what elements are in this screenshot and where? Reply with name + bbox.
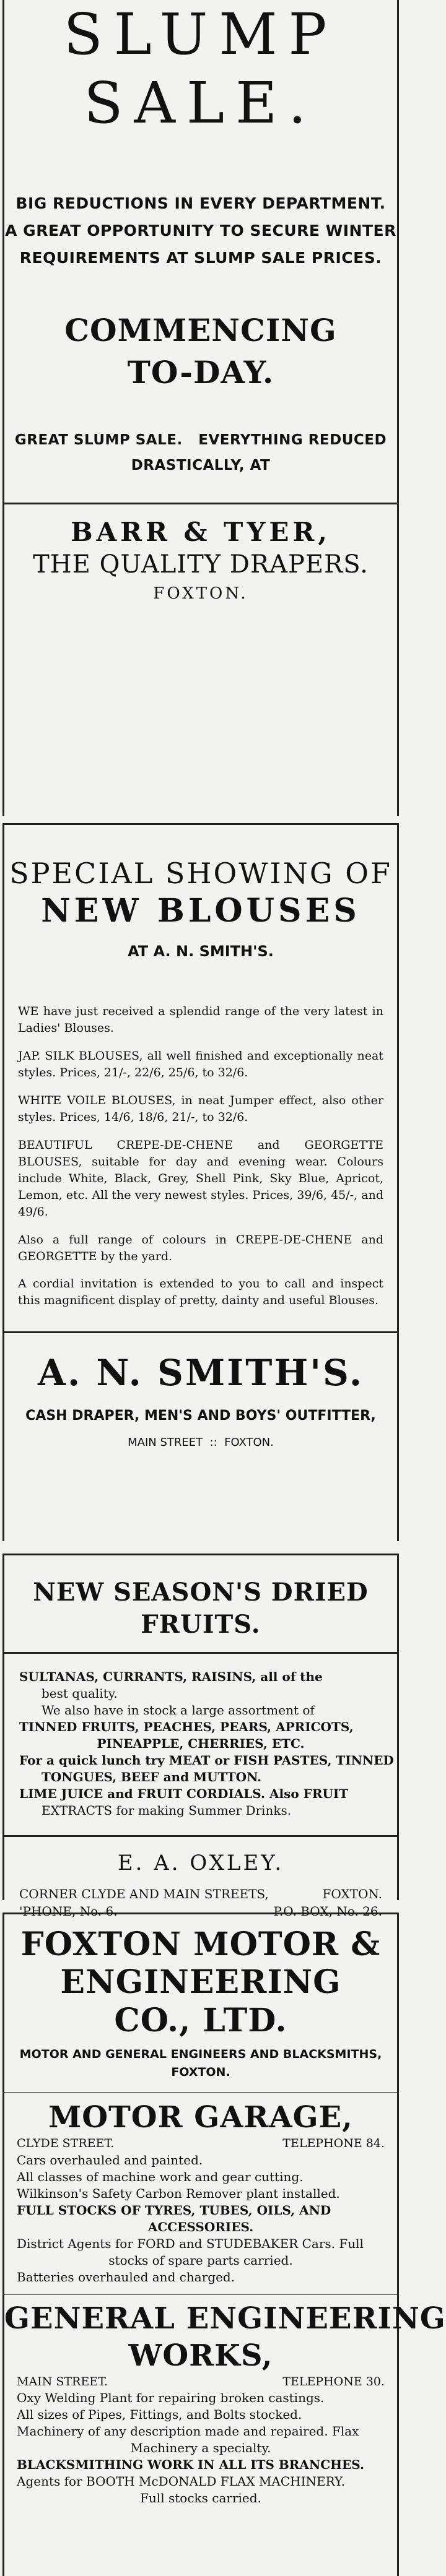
firm-tagline: THE QUALITY DRAPERS.	[33, 550, 369, 579]
works-heading-line-2: WORKS,	[128, 2338, 273, 2373]
divider	[4, 1331, 397, 1333]
paragraph: A cordial invitation is extended to you to call and inspect this magnificent display of pretty, dainty and useful Blouses.	[18, 1277, 383, 1308]
slump-sale-title	[4, 0, 397, 136]
new-blouses-advertisement	[2, 823, 399, 1541]
divider	[4, 2294, 397, 2295]
service-line: stocks of spare parts carried.	[108, 2252, 293, 2268]
po-box: P.O. BOX, No. 26.	[273, 1904, 382, 1919]
list-line: best quality.	[42, 1686, 118, 1701]
dried-fruits-list	[4, 1669, 397, 1819]
garage-heading: MOTOR GARAGE,	[48, 2100, 353, 2135]
service-line: Batteries overhauled and charged.	[17, 2269, 235, 2284]
commencing-heading	[4, 309, 397, 393]
intro-line: BIG REDUCTIONS IN EVERY DEPARTMENT.	[15, 194, 386, 213]
smith-signature	[4, 1352, 397, 1448]
firm-name: A. N. SMITH'S.	[37, 1352, 364, 1394]
trade-line: MOTOR AND GENERAL ENGINEERS AND BLACKSMITHS,	[19, 2047, 382, 2062]
slump-sale-slogan	[4, 428, 397, 478]
dried-fruits-advertisement	[2, 1554, 399, 1919]
divider	[4, 1835, 397, 1837]
blouses-description	[4, 1003, 397, 1310]
divider	[4, 503, 397, 504]
heading-line-3: CO., LTD.	[114, 2001, 287, 2039]
works-heading	[4, 2300, 446, 2374]
barr-tyer-signature	[4, 516, 397, 603]
service-line: Agents for BOOTH McDONALD FLAX MACHINERY.	[17, 2474, 345, 2489]
list-line: For a quick lunch try MEAT or FISH PASTES, TINNED	[19, 1753, 394, 1768]
trade-line: FOXTON.	[171, 2065, 230, 2079]
service-line: Full stocks carried.	[140, 2491, 261, 2506]
works-phone: TELEPHONE 30.	[282, 2374, 385, 2388]
address-town: FOXTON.	[322, 1887, 382, 1901]
heading-line-2: NEW BLOUSES	[41, 891, 361, 930]
list-line: We also have in stock a large assortment of	[42, 1703, 315, 1718]
service-line: Oxy Welding Plant for repairing broken castings.	[17, 2390, 325, 2406]
title-line-1: SLUMP	[63, 1, 338, 67]
service-line: Cars overhauled and painted.	[17, 2152, 203, 2168]
slump-sale-intro	[4, 190, 397, 271]
foxton-motor-heading	[4, 1914, 397, 2039]
service-line: FULL STOCKS OF TYRES, TUBES, OILS, AND	[17, 2202, 331, 2218]
garage-phone: TELEPHONE 84.	[282, 2137, 385, 2151]
heading-line-2: ENGINEERING	[60, 1963, 341, 2002]
foxton-motor-advertisement	[2, 1913, 446, 2576]
list-line: SULTANAS, CURRANTS, RAISINS, all of the	[19, 1669, 323, 1684]
firm-trade: CASH DRAPER, MEN'S AND BOYS' OUTFITTER,	[25, 1408, 376, 1424]
list-line: TINNED FRUITS, PEACHES, PEARS, APRICOTS,	[19, 1719, 354, 1734]
list-line: LIME JUICE and FRUIT CORDIALS. Also FRUIT	[19, 1786, 349, 1801]
address-street: CORNER CLYDE AND MAIN STREETS,	[19, 1887, 269, 1901]
garage-street: CLYDE STREET.	[17, 2137, 115, 2151]
firm-town: FOXTON.	[153, 584, 248, 603]
dried-fruits-heading: NEW SEASON'S DRIED FRUITS.	[33, 1578, 369, 1639]
paragraph: WE have just received a splendid range of the very latest in Ladies' Blouses.	[18, 1004, 383, 1035]
works-details	[4, 2374, 397, 2507]
slogan-line: DRASTICALLY, AT	[131, 457, 271, 473]
slump-sale-advertisement	[2, 0, 399, 816]
firm-name: E. A. OXLEY.	[117, 1851, 284, 1875]
firm-address: MAIN STREET :: FOXTON.	[128, 1435, 274, 1449]
works-heading-line-1: GENERAL ENGINEERING	[4, 2301, 446, 2336]
paragraph: Also a full range of colours in CREPE-DE-CHENE and GEORGETTE by the yard.	[18, 1232, 383, 1263]
paragraph: JAP. SILK BLOUSES, all well finished and exceptionally neat styles. Prices, 21/-, 22/6, 25/6, to 32/6.	[18, 1048, 383, 1079]
divider	[4, 1652, 397, 1654]
service-line: Machinery of any description made and repaired. Flax	[17, 2424, 359, 2439]
intro-line: A GREAT OPPORTUNITY TO SECURE WINTER	[5, 221, 396, 240]
service-line: All sizes of Pipes, Fittings, and Bolts stocked.	[17, 2407, 302, 2423]
paragraph: WHITE VOILE BLOUSES, in neat Jumper effect, also other styles. Prices, 14/6, 18/6, 21/-, to 32/6.	[18, 1093, 383, 1124]
service-line: ACCESSORIES.	[147, 2219, 254, 2234]
heading-line-1: FOXTON MOTOR &	[20, 1926, 381, 1963]
subheading: AT A. N. SMITH'S.	[128, 942, 274, 960]
paragraph: BEAUTIFUL CREPE-DE-CHENE and GEORGETTE BLOUSES, suitable for day and evening wear. Colours include White, Black, Grey, Shell Pink, Sky Blue, Apricot, Lemon, etc. All the very newest styles. Prices, 39/6, 45/-, and 49/6.	[18, 1138, 383, 1219]
service-line: All classes of machine work and gear cutting.	[17, 2169, 304, 2184]
title-line-2: SALE.	[84, 69, 318, 136]
service-line: Wilkinson's Safety Carbon Remover plant installed.	[17, 2185, 340, 2201]
list-line: PINEAPPLE, CHERRIES, ETC.	[97, 1736, 305, 1751]
garage-details	[4, 2136, 397, 2286]
works-street: MAIN STREET.	[17, 2374, 108, 2388]
intro-line: REQUIREMENTS AT SLUMP SALE PRICES.	[19, 248, 382, 267]
commencing-line-1: COMMENCING	[64, 312, 337, 349]
blouses-heading	[4, 825, 397, 960]
slogan-line: GREAT SLUMP SALE. EVERYTHING REDUCED	[14, 432, 387, 449]
heading-line-1: SPECIAL SHOWING OF	[9, 857, 392, 890]
commencing-line-2: TO-DAY.	[127, 353, 274, 391]
list-line: EXTRACTS for making Summer Drinks.	[42, 1803, 292, 1818]
phone-number: 'PHONE, No. 6.	[19, 1904, 118, 1919]
firm-name: BARR & TYER,	[71, 516, 331, 547]
service-line: BLACKSMITHING WORK IN ALL ITS BRANCHES.	[17, 2457, 364, 2473]
list-line: TONGUES, BEEF and MUTTON.	[42, 1770, 262, 1784]
service-line: District Agents for FORD and STUDEBAKER Cars. Full	[17, 2236, 364, 2251]
service-line: Machinery a specialty.	[130, 2440, 271, 2456]
divider	[4, 2092, 397, 2093]
foxton-motor-trade	[4, 2046, 397, 2081]
